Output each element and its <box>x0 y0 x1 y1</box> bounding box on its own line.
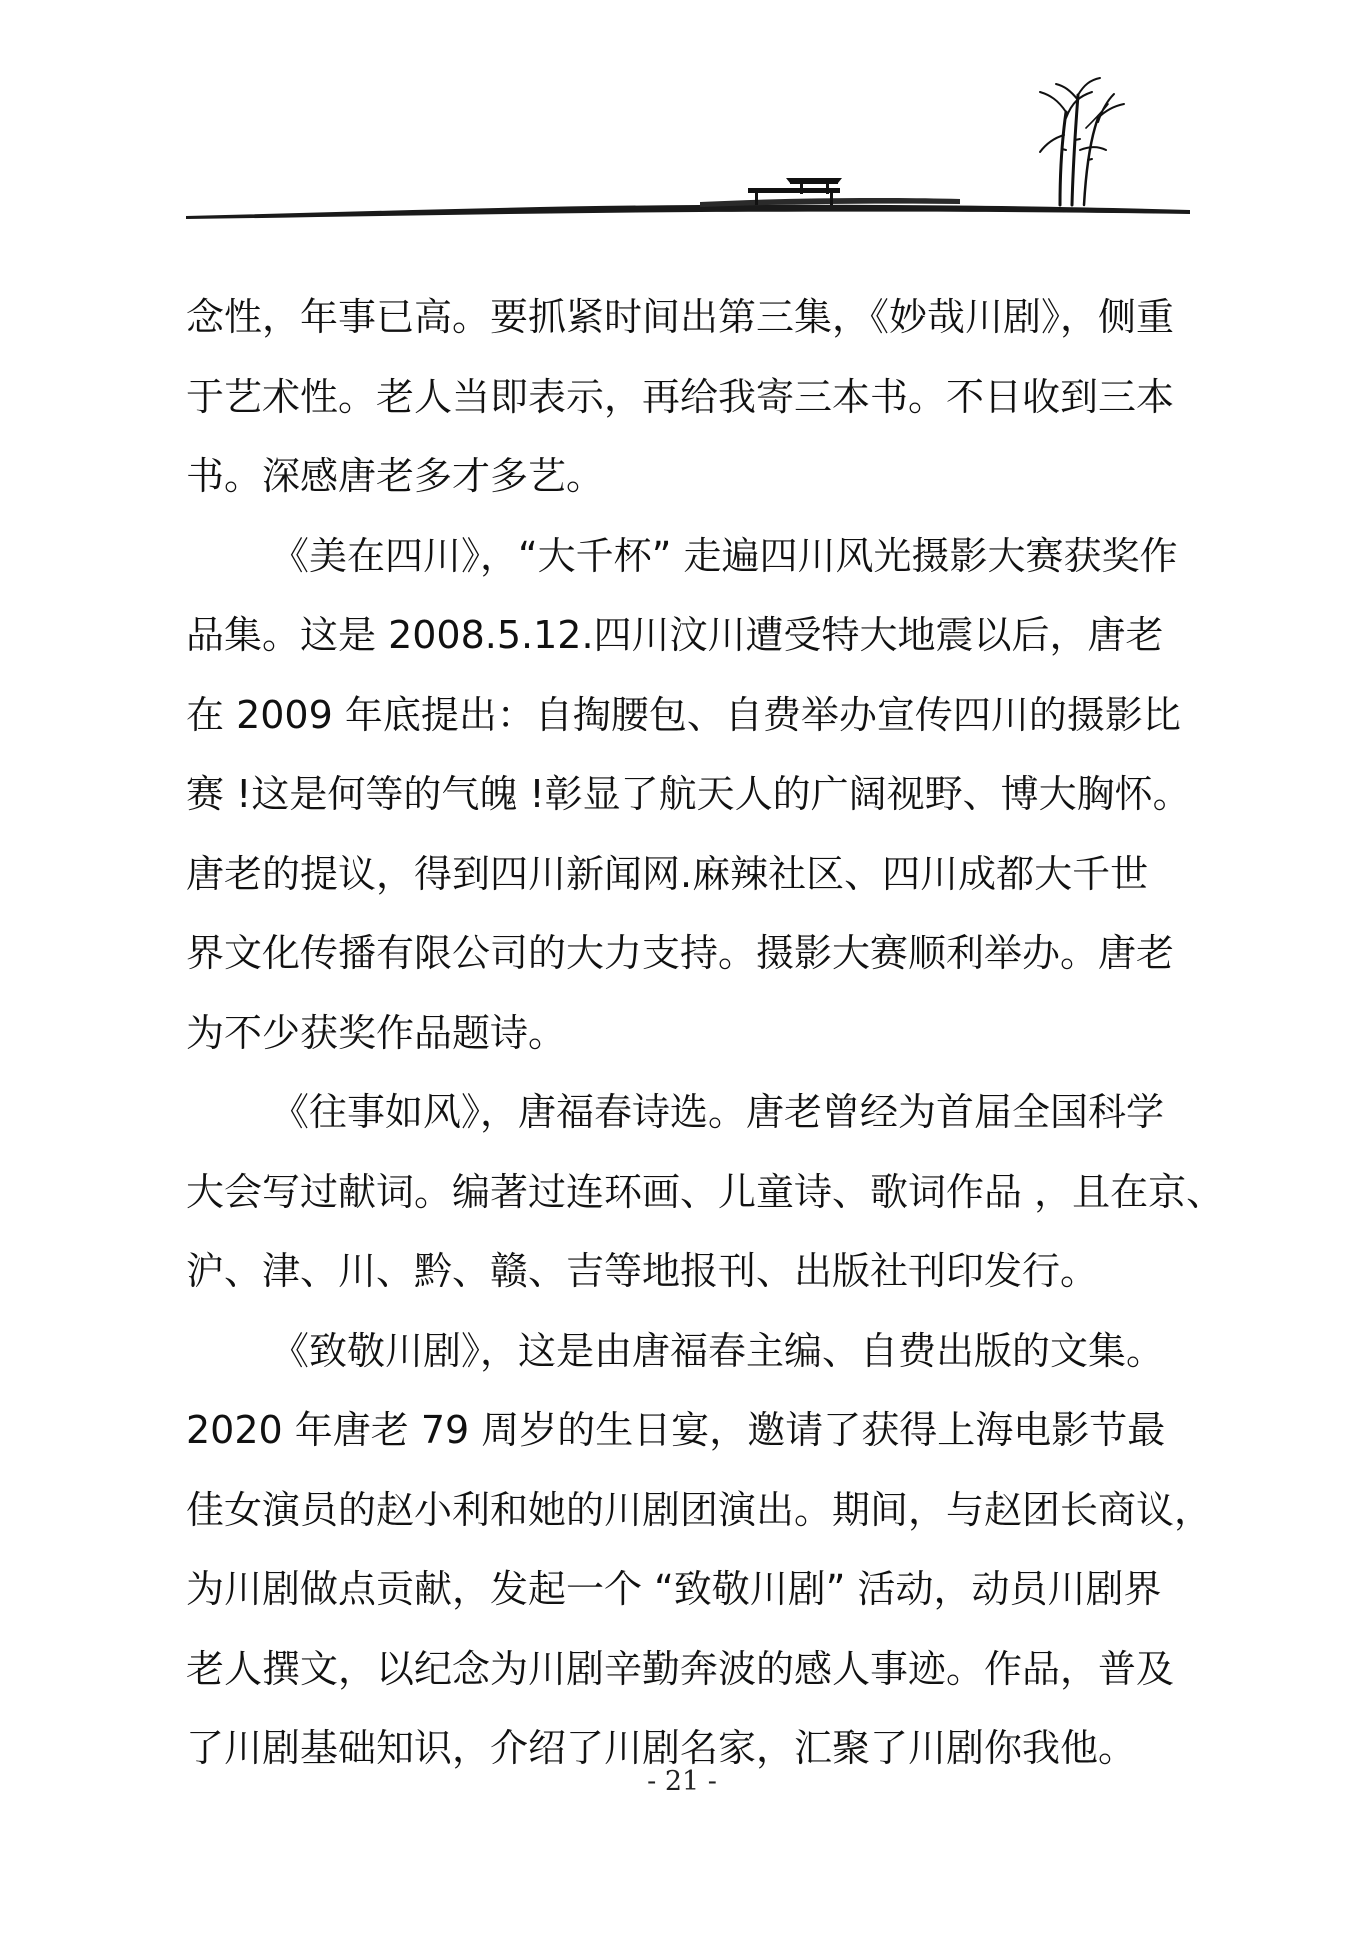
text-line: 赛 !这是何等的气魄 !彰显了航天人的广阔视野、博大胸怀。 <box>186 772 1191 816</box>
text-line: 《美在四川》，“大千杯” 走遍四川风光摄影大赛获奖作 <box>271 533 1178 578</box>
horizon-brush-stroke <box>186 205 1190 219</box>
text-line: 老人撰文，以纪念为川剧辛勤奔波的感人事迹。作品，普及 <box>186 1646 1175 1691</box>
bamboo-icon <box>1040 78 1124 205</box>
text-line: 大会写过献词。编著过连环画、儿童诗、歌词作品 ，且在京、 <box>186 1169 1225 1214</box>
text-line: 书。深感唐老多才多艺。 <box>186 454 605 498</box>
text-line: 沪、津、川、黔、赣、吉等地报刊、出版社刊印发行。 <box>186 1249 1099 1293</box>
text-line: 界文化传播有限公司的大力支持。摄影大赛顺利举办。唐老 <box>186 931 1175 975</box>
text-line: 为不少获奖作品题诗。 <box>186 1010 567 1055</box>
text-line: 在 2009 年底提出：自掏腰包、自费举办宣传四川的摄影比 <box>186 692 1181 737</box>
text-line: 为川剧做点贡献，发起一个 “致敬川剧” 活动，动员川剧界 <box>186 1567 1162 1611</box>
text-line: 念性，年事已高。要抓紧时间出第三集，《妙哉川剧》，侧重 <box>186 295 1175 339</box>
text-line: 2020 年唐老 79 周岁的生日宴，邀请了获得上海电影节最 <box>186 1408 1166 1452</box>
text-line: 《往事如风》，唐福春诗选。唐老曾经为首届全国科学 <box>271 1090 1165 1134</box>
body-text <box>186 278 1225 1789</box>
text-line: 《致敬川剧》，这是由唐福春主编、自费出版的文集。 <box>271 1328 1165 1373</box>
text-line: 于艺术性。老人当即表示，再给我寄三本书。不日收到三本 <box>186 374 1175 419</box>
header-ink-painting <box>0 0 1364 240</box>
text-line: 佳女演员的赵小利和她的川剧团演出。期间，与赵团长商议， <box>186 1487 1213 1532</box>
text-line: 唐老的提议，得到四川新闻网.麻辣社区、四川成都大千世 <box>186 851 1149 896</box>
page-number: - 21 - <box>647 1766 717 1797</box>
text-line: 了川剧基础知识，介绍了川剧名家，汇聚了川剧你我他。 <box>186 1726 1137 1770</box>
text-line: 品集。这是 2008.5.12.四川汶川遭受特大地震以后，唐老 <box>186 613 1164 657</box>
